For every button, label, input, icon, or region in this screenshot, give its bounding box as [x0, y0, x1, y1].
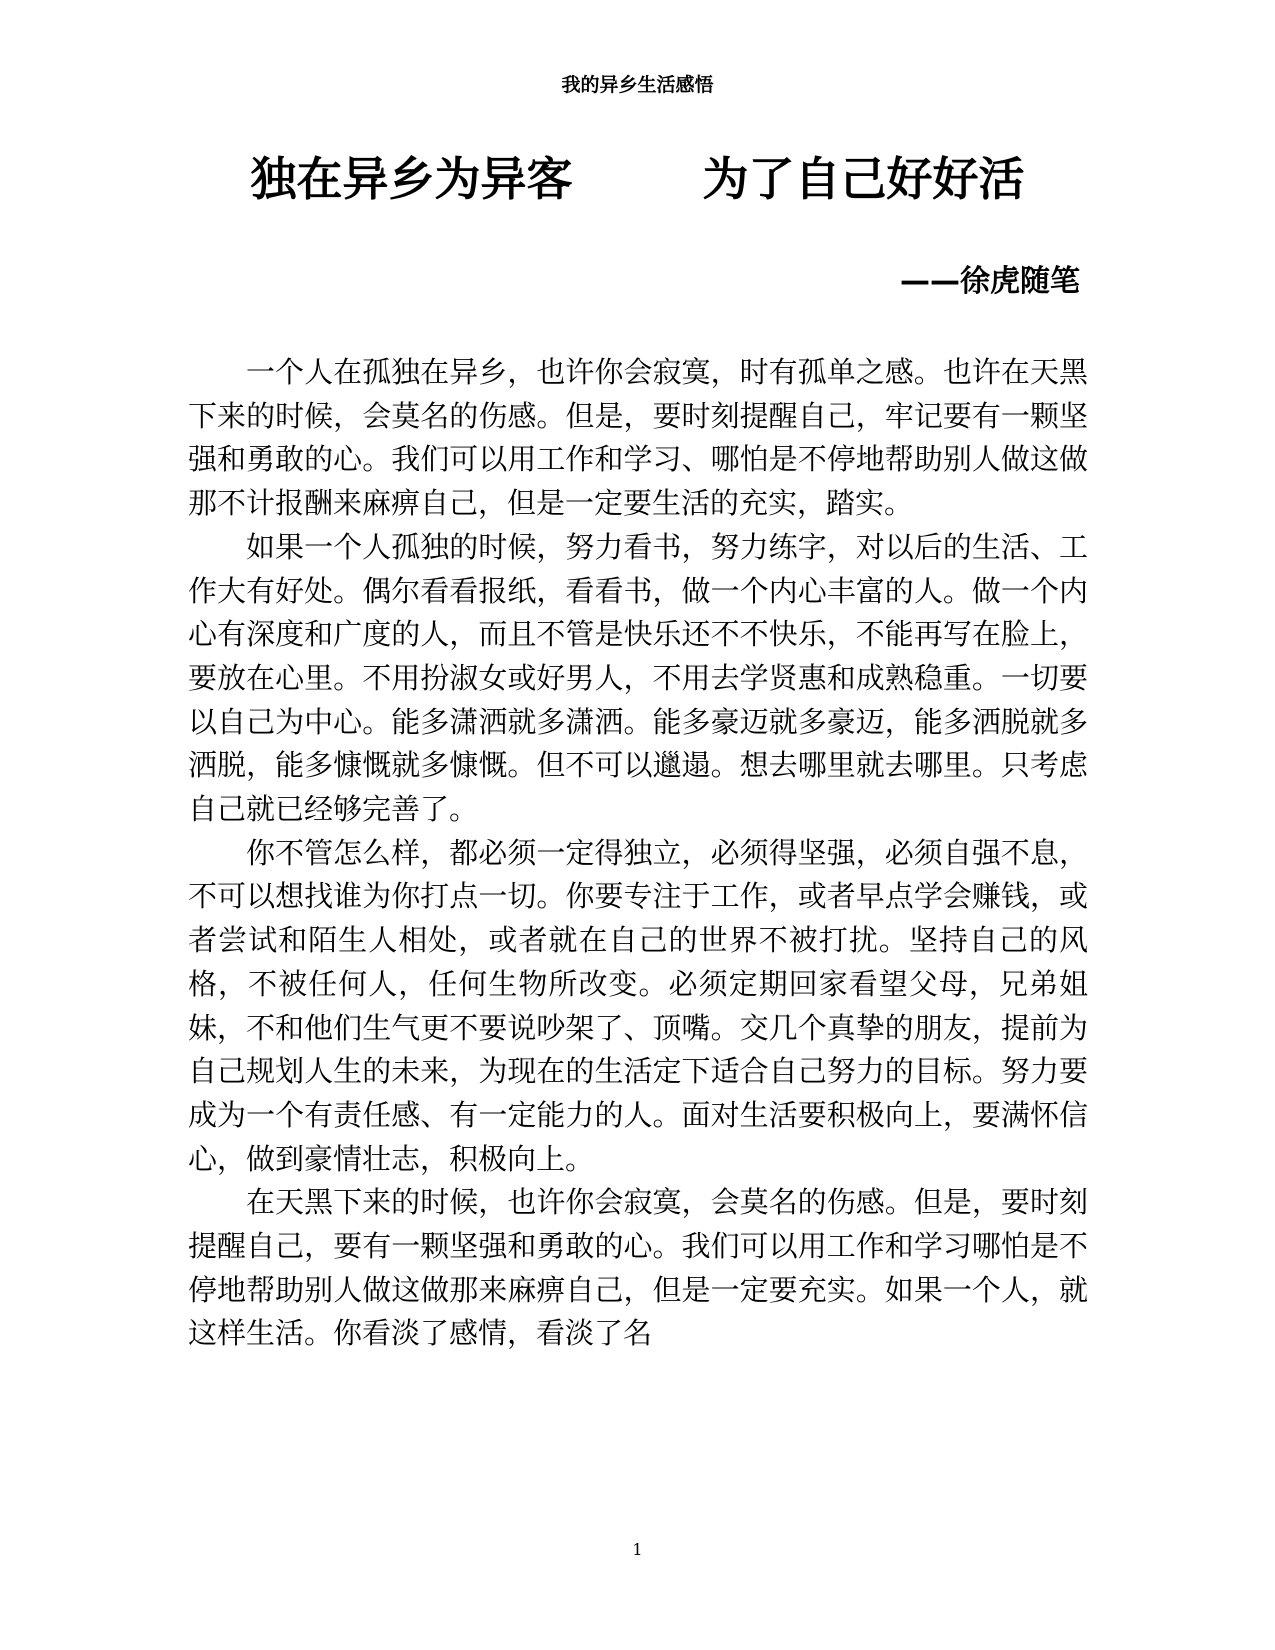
paragraph-4: 在天黑下来的时候，也许你会寂寞，会莫名的伤感。但是，要时刻提醒自己，要有一颗坚强和勇敢的心。我们可以用工作和学习哪怕是不停地帮助别人做这做那来麻痹自己，但是一定要充实。如果一个人，就这样生活。你看淡了感情，看淡了名	[188, 1185, 1088, 1351]
paragraph-1: 一个人在孤独在异乡，也许你会寂寞，时有孤单之感。也许在天黑下来的时候，会莫名的伤感。但是，要时刻提醒自己，牢记要有一颗坚强和勇敢的心。我们可以用工作和学习、哪怕是不停地帮助别人做这做那不计报酬来麻痹自己，但是一定要生活的充实，踏实。	[188, 355, 1088, 521]
article-title	[0, 148, 1275, 210]
title-part-1: 独在异乡为异客	[250, 152, 573, 206]
running-header: 我的异乡生活感悟	[561, 74, 714, 96]
article-body	[188, 351, 1088, 1356]
paragraph-2: 如果一个人孤独的时候，努力看书，努力练字，对以后的生活、工作大有好处。偶尔看看报纸，看看书，做一个内心丰富的人。做一个内心有深度和广度的人，而且不管是快乐还不不快乐，不能再写在脸上，要放在心里。不用扮淑女或好男人，不用去学贤惠和成熟稳重。一切要以自己为中心。能多潇洒就多潇洒。能多豪迈就多豪迈，能多洒脱就多洒脱，能多慷慨就多慷慨。但不可以邋遢。想去哪里就去哪里。只考虑自己就已经够完善了。	[188, 529, 1088, 827]
paragraph-3: 你不管怎么样，都必须一定得独立，必须得坚强，必须自强不息，不可以想找谁为你打点一切。你要专注于工作，或者早点学会赚钱，或者尝试和陌生人相处，或者就在自己的世界不被打扰。坚持自己的风格，不被任何人，任何生物所改变。必须定期回家看望父母，兄弟姐妹，不和他们生气更不要说吵架了、顶嘴。交几个真挚的朋友，提前为自己规划人生的未来，为现在的生活定下适合自己努力的目标。努力要成为一个有责任感、有一定能力的人。面对生活要积极向上，要满怀信心，做到豪情壮志，积极向上。	[188, 835, 1088, 1176]
title-part-2: 为了自己好好活	[702, 152, 1025, 206]
byline: ——徐虎随笔	[900, 264, 1080, 299]
page-number: 1	[632, 1540, 643, 1559]
